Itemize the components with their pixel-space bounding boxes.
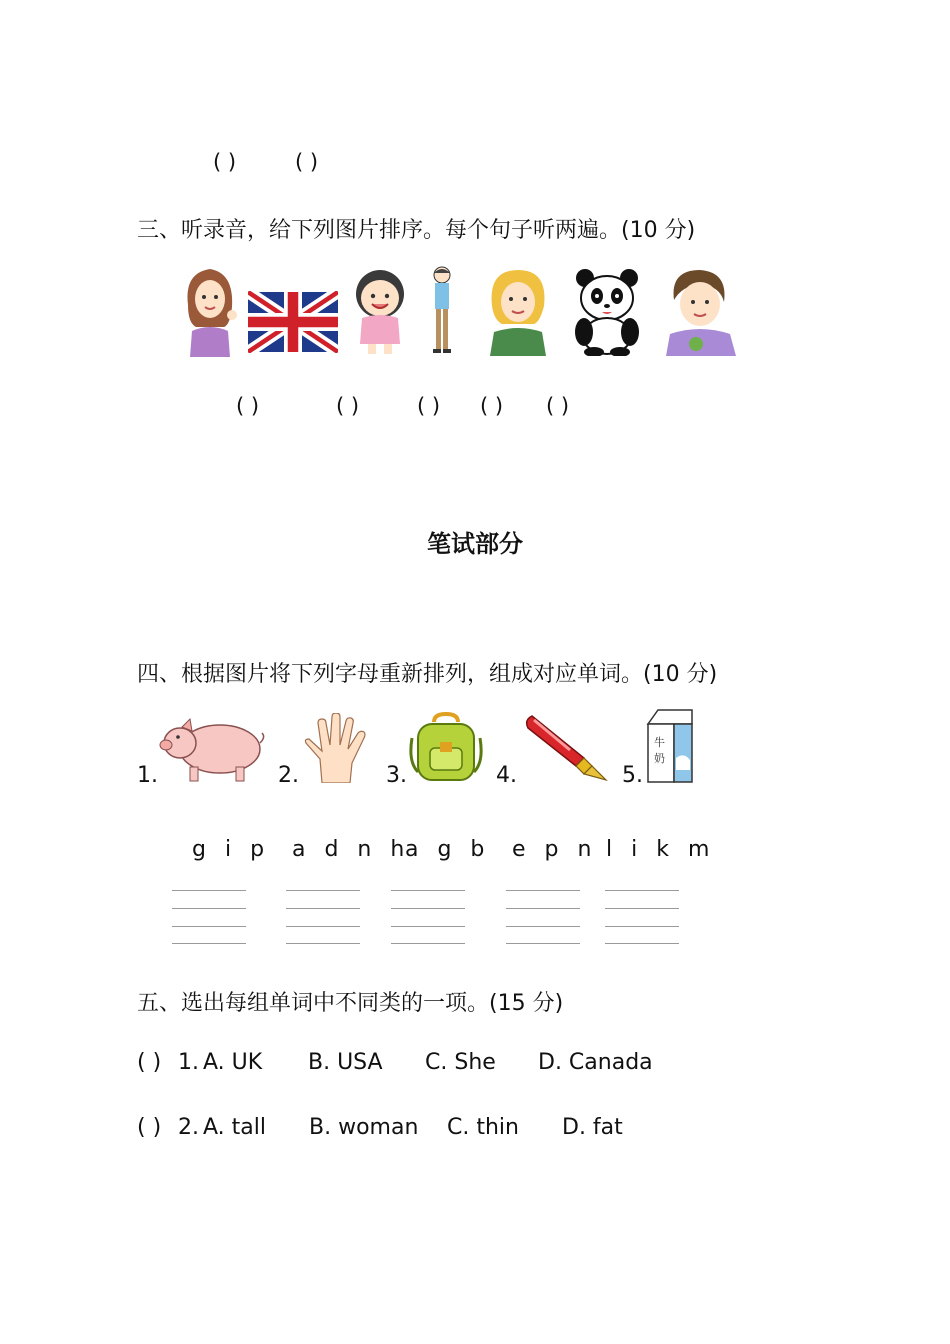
item-number-1: 1. — [137, 763, 158, 788]
question-1-paren[interactable]: ( ) — [137, 1050, 162, 1075]
item-number-5: 5. — [622, 763, 643, 788]
question-1-number: 1. — [178, 1050, 199, 1075]
question-2-option-c: C. thin — [447, 1115, 519, 1140]
scrambled-letters-5: l i k m — [606, 837, 716, 862]
woman-icon — [484, 266, 552, 356]
scrambled-letters-1: g i p — [192, 837, 271, 862]
svg-text:奶: 奶 — [654, 752, 665, 765]
answer-paren-4[interactable]: ( ) — [480, 394, 504, 418]
question-2-number: 2. — [178, 1115, 199, 1140]
panda-icon — [570, 266, 644, 356]
item-number-2: 2. — [278, 763, 299, 788]
scrambled-letters-2: a d n h — [292, 837, 411, 862]
scrambled-letters-4: e p n — [512, 837, 598, 862]
girl-icon — [180, 265, 240, 357]
item-number-4: 4. — [496, 763, 517, 788]
item-number-3: 3. — [386, 763, 407, 788]
question-2-paren[interactable]: ( ) — [137, 1115, 162, 1140]
section4-heading: 四、根据图片将下列字母重新排列，组成对应单词。(10 分) — [137, 662, 718, 687]
section3-heading: 三、听录音，给下列图片排序。每个句子听两遍。(10 分) — [137, 218, 696, 243]
uk-flag-icon — [248, 291, 338, 353]
scrambled-letters-3: a g b — [405, 837, 491, 862]
bag-icon — [408, 712, 484, 784]
answer-paren-2[interactable]: ( ) — [336, 394, 360, 418]
pen-icon — [522, 712, 608, 782]
svg-text:牛: 牛 — [654, 736, 665, 749]
tall-boy-icon — [427, 265, 457, 355]
question-1-option-d: D. Canada — [538, 1050, 653, 1075]
little-girl-icon — [350, 266, 410, 356]
written-part-title: 笔试部分 — [427, 530, 523, 558]
question-1-option-c: C. She — [425, 1050, 496, 1075]
question-2-option-b: B. woman — [309, 1115, 419, 1140]
answer-paren-5[interactable]: ( ) — [546, 394, 570, 418]
question-1-option-a: A. UK — [203, 1050, 263, 1075]
answer-paren-1[interactable]: ( ) — [236, 394, 260, 418]
hand-icon — [300, 713, 374, 783]
answer-paren-top-1[interactable]: ( ) — [213, 150, 237, 174]
question-2-option-a: A. tall — [203, 1115, 266, 1140]
answer-paren-top-2[interactable]: ( ) — [295, 150, 319, 174]
milk-icon — [644, 708, 696, 784]
question-1-option-b: B. USA — [308, 1050, 383, 1075]
section5-heading: 五、选出每组单词中不同类的一项。(15 分) — [137, 991, 564, 1016]
question-2-option-d: D. fat — [562, 1115, 623, 1140]
pig-icon — [158, 713, 266, 783]
answer-paren-3[interactable]: ( ) — [417, 394, 441, 418]
boy-icon — [660, 266, 740, 356]
